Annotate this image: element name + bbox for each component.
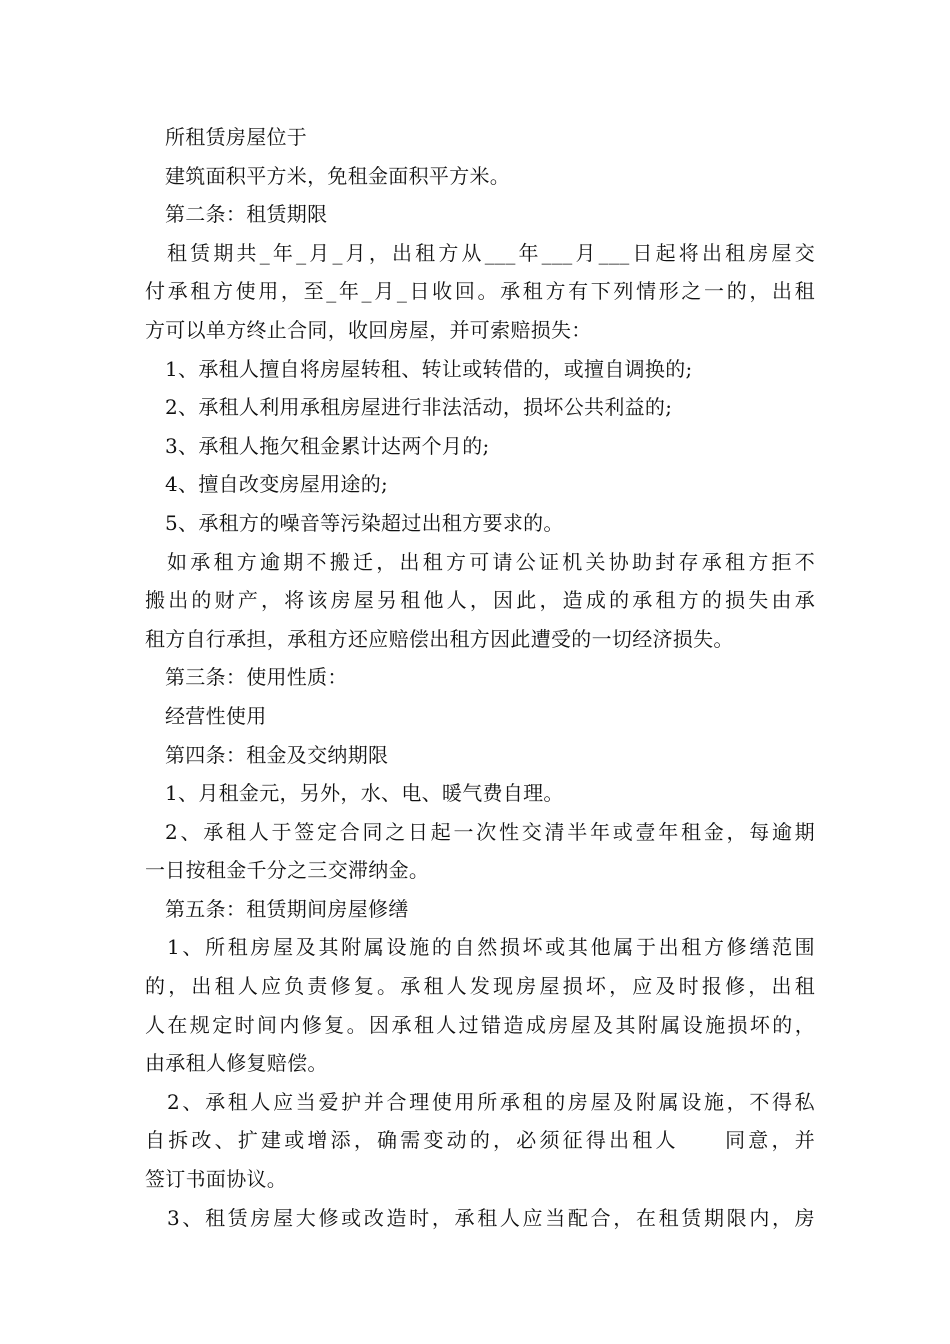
document-line: 2、承租人利用承租房屋进行非法活动，损坏公共利益的; (165, 395, 673, 420)
document-line: 第四条：租金及交纳期限 (165, 742, 389, 767)
document-line: 所租赁房屋位于 (165, 125, 308, 149)
document-line: 搬出的财产，将该房屋另租他人，因此，造成的承租方的损失由承 (145, 588, 815, 613)
document-line: 签订书面协议。 (145, 1167, 288, 1192)
document-line: 第二条：租赁期限 (165, 202, 328, 227)
document-line: 付承租方使用，至_年_月_日收回。承租方有下列情形之一的，出租 (145, 279, 815, 304)
document-line: 第三条：使用性质： (165, 665, 348, 690)
document-line: 方可以单方终止合同，收回房屋，并可索赔损失： (145, 317, 592, 342)
document-line: 由承租人修复赔偿。 (145, 1051, 328, 1076)
document-line: 建筑面积平方米，免租金面积平方米。 (165, 163, 511, 188)
document-line: 租赁期共_年_月_月，出租方从___年___月___日起将出租房屋交 (167, 240, 815, 265)
document-line: 1、承租人擅自将房屋转租、转让或转借的，或擅自调换的; (165, 356, 693, 381)
document-line: 1、月租金元，另外，水、电、暖气费自理。 (165, 781, 564, 806)
document-line: 自拆改、扩建或增添，确需变动的，必须征得出租人 同意，并 (145, 1128, 815, 1153)
document-line: 1、所租房屋及其附属设施的自然损坏或其他属于出租方修缮范围 (167, 935, 815, 960)
document-line: 租方自行承担，承租方还应赔偿出租方因此遭受的一切经济损失。 (145, 626, 734, 651)
document-line: 4、擅自改变房屋用途的; (165, 472, 389, 497)
document-line: 3、租赁房屋大修或改造时，承租人应当配合，在租赁期限内，房 (167, 1205, 815, 1230)
document-line: 一日按租金千分之三交滞纳金。 (145, 858, 430, 883)
document-line: 2、承租人应当爱护并合理使用所承租的房屋及附属设施，不得私 (167, 1089, 815, 1114)
document-body (145, 118, 815, 1237)
document-line: 3、承租人拖欠租金累计达两个月的; (165, 433, 490, 458)
document-line: 第五条：租赁期间房屋修缮 (165, 896, 409, 921)
document-line: 的，出租人应负责修复。承租人发现房屋损坏，应及时报修，出租 (145, 974, 815, 999)
document-line: 5、承租方的噪音等污染超过出租方要求的。 (165, 510, 564, 535)
document-line: 2、承租人于签定合同之日起一次性交清半年或壹年租金，每逾期 (165, 819, 815, 844)
document-line: 人在规定时间内修复。因承租人过错造成房屋及其附属设施损坏的， (145, 1012, 815, 1037)
document-line: 经营性使用 (165, 703, 267, 728)
document-line: 如承租方逾期不搬迁，出租方可请公证机关协助封存承租方拒不 (167, 549, 815, 574)
